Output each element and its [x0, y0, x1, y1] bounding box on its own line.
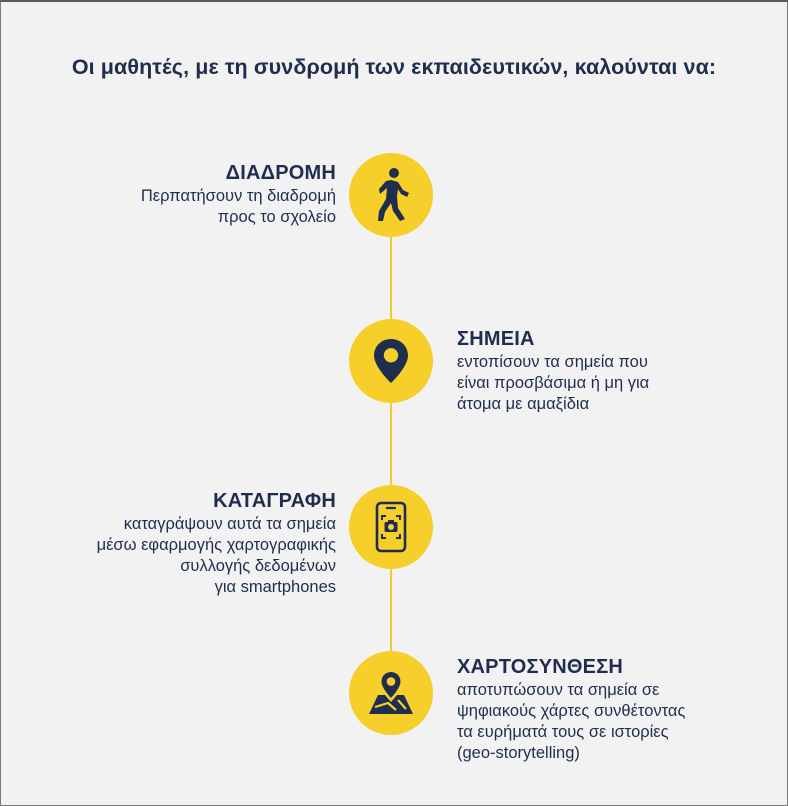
- step-3-desc-line: καταγράψουν αυτά τα σημεία: [123, 515, 336, 533]
- step-4-text: [457, 656, 685, 764]
- step-4-desc-line: τα ευρήματά τους σε ιστορίες: [457, 723, 669, 741]
- step-3-desc-line: για smartphones: [214, 578, 336, 596]
- step-1-desc-line: προς το σχολείο: [217, 208, 336, 226]
- step-1-text: [141, 162, 336, 228]
- step-1-desc-line: Περπατήσουν τη διαδρομή: [140, 187, 336, 205]
- step-3-title: ΚΑΤΑΓΡΑΦΗ: [213, 490, 336, 512]
- step-3-circle: [349, 485, 433, 569]
- step-2-text: [457, 328, 649, 415]
- step-3-desc-line: μέσω εφαρμογής χαρτογραφικής: [96, 536, 336, 554]
- step-3-description: [97, 514, 336, 598]
- location-pin-icon: [371, 337, 411, 385]
- smartphone-camera-icon: [373, 501, 409, 553]
- step-4-desc-line: ψηφιακούς χάρτες συνθέτοντας: [457, 702, 686, 720]
- step-4-circle: [349, 651, 433, 735]
- step-1-description: [141, 186, 336, 228]
- map-pin-icon: [366, 669, 416, 717]
- step-2-desc-line: εντοπίσουν τα σημεία που: [457, 353, 648, 371]
- timeline-line: [390, 230, 392, 660]
- step-3-desc-line: συλλογής δεδομένων: [180, 557, 336, 575]
- step-4-description: [457, 680, 685, 764]
- step-1-circle: [349, 153, 433, 237]
- step-4-desc-line: αποτυπώσουν τα σημεία σε: [457, 681, 660, 699]
- step-4-desc-line: (geo-storytelling): [457, 744, 580, 762]
- step-2-desc-line: είναι προσβάσιμα ή μη για: [457, 374, 650, 392]
- page-title: Οι μαθητές, με τη συνδρομή των εκπαιδευτικών, καλούνται να:: [71, 55, 717, 79]
- step-2-circle: [349, 319, 433, 403]
- step-2-description: [457, 352, 649, 415]
- step-4-title: ΧΑΡΤΟΣΥΝΘΕΣΗ: [457, 656, 624, 678]
- step-3-text: [97, 490, 336, 598]
- step-2-desc-line: άτομα με αμαξίδια: [457, 395, 590, 413]
- walking-person-icon: [369, 167, 413, 223]
- step-2-title: ΣΗΜΕΙΑ: [457, 328, 535, 350]
- step-1-title: ΔΙΑΔΡΟΜΗ: [225, 162, 336, 184]
